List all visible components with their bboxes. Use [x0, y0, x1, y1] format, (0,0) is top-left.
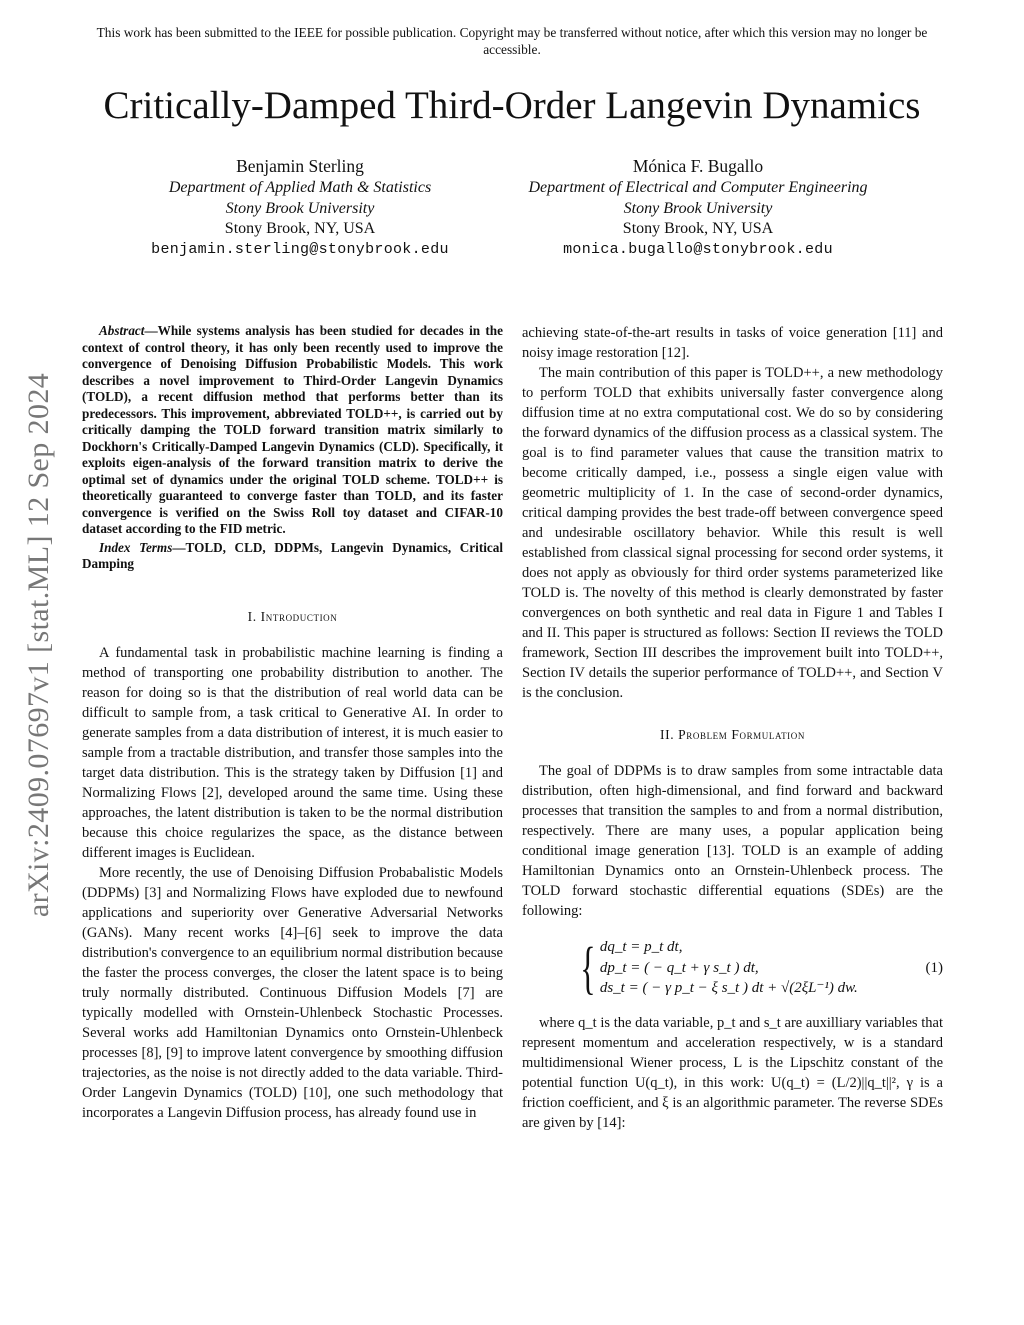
paper-title: Critically-Damped Third-Order Langevin Dynamics	[103, 84, 921, 127]
problem-paragraph-1: The goal of DDPMs is to draw samples from some intractable data distribution, often high-dimensional, and find forward and backward processes that transition the samples to and from a normal distribution, respectively. There are many uses, a popular application being conditional image generation [13]. TOLD is an example of adding Hamiltonian Dynamics onto an Ornstein-Uhlenbeck process. The TOLD forward stochastic differential equations (SDEs) are the following:	[522, 763, 943, 919]
author-location: Stony Brook, NY, USA	[224, 220, 376, 237]
abstract-label: Abstract	[99, 323, 145, 338]
intro-paragraph-continued: achieving state-of-the-art results in tasks of voice generation [11] and noisy image restoration [12].	[522, 325, 943, 361]
author-department: Department of Applied Math & Statistics	[168, 179, 432, 196]
equation-lines	[600, 937, 858, 999]
equation-1	[522, 934, 943, 1000]
abstract	[82, 323, 503, 538]
author-email[interactable]: monica.bugallo@stonybrook.edu	[563, 240, 833, 258]
author-university: Stony Brook University	[225, 199, 375, 217]
author-department: Department of Electrical and Computer Engineering	[528, 179, 868, 196]
problem-paragraph-2: where q_t is the data variable, p_t and s_t are auxilliary variables that represent momentum and acceleration respectively, w is a standard multidimensional Wiener process, L is the Lipschitz constant of the potential function U(q_t), in this work: U(q_t) = (L/2)||q_t||², γ is a friction coefficient, and ξ is an algorithmic parameter. The reverse SDEs are given by [14]:	[522, 1014, 943, 1131]
equation-brace: {	[580, 934, 596, 1000]
intro-paragraph-1: A fundamental task in probabilistic machine learning is finding a method of transporting one probability distribution to another. The reason for doing so is that the distribution of real world data can be difficult to sample from, a task critical to Generative AI. In order to generate samples from a data distribution of interest, it is much easier to sample from a tractable distribution, and transfer those samples into the target data distribution. This is the strategy taken by Diffusion [1] and Normalizing Flows [2], developed around the same time. Using these approaches, the latent distribution is taken to be the normal distribution because this choice regularizes the space, as the distance between different images is Euclidean.	[82, 644, 503, 861]
left-column	[82, 323, 503, 1123]
copyright-notice: This work has been submitted to the IEEE for possible publication. Copyright may be transferred without notice, after which this version may no longer be accessible.	[96, 25, 928, 57]
index-terms-text: —TOLD, CLD, DDPMs, Langevin Dynamics, Critical Damping	[82, 539, 503, 571]
author-university: Stony Brook University	[623, 199, 773, 217]
abstract-text: —While systems analysis has been studied for decades in the context of control theory, it has only been recently used to improve the convergence of Denoising Diffusion Probabilistic Models. This work describes a novel improvement to Third-Order Langevin Dynamics (TOLD), a recent diffusion method that performs better than its predecessors. This improvement, abbreviated TOLD++, is carried out by critically damping the TOLD forward transition matrix similarly to Dockhorn's Critically-Damped Langevin Dynamics (CLD). Specifically, it exploits eigen-analysis of the forward transition matrix to derive the optimal set of dynamics under the original TOLD scheme. TOLD++ is theoretically guaranteed to converge faster than TOLD, and its faster convergence is verified on the Swiss Roll toy dataset and CIFAR-10 dataset according to the FID metric.	[82, 323, 503, 536]
index-terms-label: Index Terms	[99, 539, 173, 555]
right-column	[522, 323, 943, 1133]
intro-paragraph-2: More recently, the use of Denoising Diffusion Probabalistic Models (DDPMs) [3] and Normalizing Flows have exploded due to newfound applications and superiority over Generative Adversarial Networks (GANs). Many recent works [4]–[6] seek to improve the data distribution's convergence to an equilibrium normal distribution because the faster the process converges, the closer the latent space is to being truly normally distributed. Continuous Diffusion Models [7] are typically modelled with Ornstein-Uhlenbeck Stochastic Processes. Several works add Hamiltonian Dynamics onto Ornstein-Uhlenbeck processes [8], [9] to improve latent convergence by smoothing diffusion trajectories, as the noise is not directly added to the data variable. Third-Order Langevin Dynamics (TOLD) [10], one such methodology that incorporates a Langevin Diffusion process, has already found use in	[82, 864, 503, 1121]
equation-line: dp_t = ( − q_t + γ s_t ) dt,	[599, 959, 759, 976]
author-block-2	[478, 154, 918, 260]
index-terms	[82, 540, 503, 573]
arxiv-stamp	[4, 340, 74, 950]
section-heading-introduction: I. Introduction	[247, 608, 338, 624]
equation-number: (1)	[925, 959, 943, 976]
equation-line: dq_t = p_t dt,	[599, 939, 683, 955]
author-block-1	[80, 154, 520, 260]
section-heading-problem-formulation: II. Problem Formulation	[660, 727, 805, 742]
author-name: Benjamin Sterling	[236, 156, 364, 176]
author-email[interactable]: benjamin.sterling@stonybrook.edu	[151, 240, 449, 258]
arxiv-stamp-text: arXiv:2409.07697v1 [stat.ML] 12 Sep 2024	[22, 372, 55, 918]
author-name: Mónica F. Bugallo	[632, 156, 764, 176]
author-location: Stony Brook, NY, USA	[622, 220, 774, 237]
contribution-paragraph: The main contribution of this paper is TOLD++, a new methodology to perform TOLD that exhibits universally faster convergence along diffusion time at no extra computational cost. We do so by considering the forward dynamics of the diffusion process as a classical system. The goal is to find parameter values that cause the transition matrix to become critically damped, i.e., possess a single eigen value with geometric multiplicity of 1. In the case of second-order dynamics, critical damping provides the best trade-off between convergence speed and undesirable oscillatory behavior. While this result is well established from classical signal processing for second order systems, it does not apply as obviously for third order systems parameterized like TOLD is. The novelty of this method is clearly demonstrated by faster convergences on both synthetic and real data in Figure 1 and Tables I and II. This paper is structured as follows: Section II reviews the TOLD framework, Section III describes the improvement built into TOLD++, Section IV details the superior performance of TOLD++, and Section V is the conclusion.	[522, 365, 943, 701]
equation-line: ds_t = ( − γ p_t − ξ s_t ) dt + √(2ξL⁻¹) dw.	[599, 980, 858, 996]
